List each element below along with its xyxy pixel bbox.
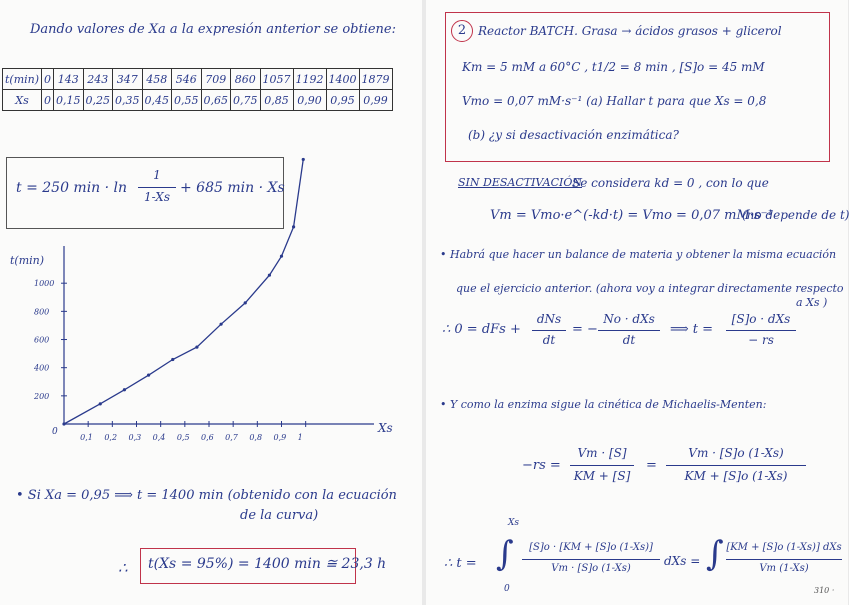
bullet-1-line-2: que el ejercicio anterior. (ahora voy a integrar directamente respecto	[456, 282, 844, 295]
x-tick-label: 0,8	[249, 433, 263, 442]
y-tick-label: 200	[34, 391, 50, 401]
balance-den-2: dt	[622, 333, 636, 347]
integral-dx: dXs =	[664, 554, 701, 568]
table-cell: 1192	[293, 69, 326, 90]
intro-text: Dando valores de Xa a la expresión anterior se obtiene:	[30, 22, 396, 37]
balance-arrow: ⟹ t =	[670, 322, 714, 337]
x-tick-label: 0,6	[201, 433, 214, 442]
data-point	[62, 422, 65, 425]
integral-lower-limit: 0	[504, 584, 510, 594]
balance-num-2: No · dXs	[603, 312, 655, 326]
problem-line-1: Reactor BATCH. Grasa → ácidos grasos + glicerol	[478, 24, 782, 38]
right-page	[426, 0, 848, 605]
x-tick-label: 0,4	[152, 433, 166, 442]
y-axis-label: t(min)	[10, 254, 45, 267]
balance-fraction-bar-3	[726, 330, 796, 331]
x-tick-label: 0,2	[104, 433, 118, 442]
origin-label: 0	[52, 427, 58, 437]
data-point	[123, 388, 126, 391]
table-cell: 1057	[260, 69, 293, 90]
table-cell: 0,65	[201, 90, 231, 111]
x-tick-label: 0,9	[273, 433, 287, 442]
data-point	[219, 323, 222, 326]
mm-den-2: KM + [S]o (1-Xs)	[684, 469, 788, 483]
problem-line-2: Km = 5 mM a 60°C , t1/2 = 8 min , [S]o = 45 mM	[462, 60, 765, 74]
data-point	[280, 255, 283, 258]
balance-fraction-bar-2	[598, 330, 660, 331]
mm-fraction-bar-1	[570, 465, 634, 466]
integral-den-1: Vm · [S]o (1-Xs)	[551, 563, 631, 574]
x-tick-label: 1	[297, 433, 303, 442]
table-cell: 1879	[359, 69, 392, 90]
mm-fraction-bar-2	[666, 465, 806, 466]
data-point	[244, 301, 247, 304]
balance-den-3: − rs	[748, 333, 774, 347]
formula-fraction-bar	[138, 187, 176, 188]
table-cell: 1400	[326, 69, 359, 90]
table-cell: 0	[42, 69, 54, 90]
table-cell: 143	[54, 69, 84, 90]
data-table	[2, 68, 393, 111]
final-prefix: ∴	[118, 559, 128, 577]
table-cell: 860	[231, 69, 261, 90]
x-tick-label: 0,7	[225, 433, 238, 442]
table-cell: 0,75	[231, 90, 261, 111]
table-cell: 0,35	[113, 90, 143, 111]
y-tick-label: 600	[34, 335, 50, 345]
table-cell: 0,25	[83, 90, 113, 111]
sin-desactivacion-title: SIN DESACTIVACIÓN	[458, 176, 582, 189]
vm-equation: Vm = Vmo·e^(-kd·t) = Vmo = 0,07 mM·s⁻¹	[490, 208, 773, 223]
data-point	[292, 225, 295, 228]
left-page	[0, 0, 422, 605]
data-point	[99, 402, 102, 405]
result-line-2: de la curva)	[240, 508, 319, 523]
bullet-1-line-1: • Habrá que hacer un balance de materia y obtener la misma ecuación	[440, 248, 837, 261]
integral-upper-limit: Xs	[508, 518, 520, 528]
integral-fraction-bar-2	[726, 559, 842, 560]
x-tick-label: 0,5	[176, 433, 190, 442]
data-point	[171, 358, 174, 361]
table-cell: 709	[201, 69, 231, 90]
balance-num-1: dNs	[536, 312, 562, 326]
formula-rhs: + 685 min · Xs	[180, 180, 285, 196]
x-axis-label: Xs	[378, 421, 393, 435]
balance-eq: = −	[572, 322, 598, 337]
integral-den-2: Vm (1-Xs)	[759, 563, 809, 574]
table-cell: 347	[113, 69, 143, 90]
integral-num-2: [KM + [S]o (1-Xs)] dXs	[726, 542, 842, 553]
row-header-conversion: Xs	[3, 90, 42, 111]
integral-num-1: [S]o · [KM + [S]o (1-Xs)]	[529, 542, 653, 553]
integral-lhs: ∴ t =	[444, 556, 477, 571]
balance-fraction-bar-1	[532, 330, 566, 331]
sin-desactivacion-text: Se considera kd = 0 , con lo que	[572, 176, 769, 190]
table-cell: 546	[172, 69, 202, 90]
y-tick-label: 400	[34, 363, 50, 373]
mm-den-1: KM + [S]	[573, 469, 631, 483]
integral-fraction-bar-1	[522, 559, 660, 560]
problem-number: 2	[451, 20, 473, 42]
mm-num-1: Vm · [S]	[577, 446, 627, 460]
data-point	[195, 346, 198, 349]
table-cell: 0,90	[293, 90, 326, 111]
table-cell: 0,85	[260, 90, 293, 111]
table-cell: 0,99	[359, 90, 392, 111]
table-cell: 243	[83, 69, 113, 90]
calibration-chart	[8, 238, 393, 458]
table-cell: 0,45	[142, 90, 172, 111]
balance-den-1: dt	[542, 333, 556, 347]
balance-num-3: [S]o · dXs	[731, 312, 791, 326]
mm-num-2: Vm · [S]o (1-Xs)	[688, 446, 784, 460]
integral-sign-2: ∫	[706, 534, 724, 574]
table-row	[3, 90, 393, 111]
final-answer: t(Xs = 95%) = 1400 min ≅ 23,3 h	[148, 556, 387, 572]
y-tick-label: 1000	[34, 279, 55, 289]
integral-sign-1: ∫	[496, 534, 514, 574]
vm-note: (no depende de t)	[742, 208, 849, 222]
y-tick-label: 800	[34, 307, 50, 317]
row-header-time: t(min)	[3, 69, 42, 90]
mm-eq: =	[646, 458, 657, 473]
formula-den: 1-Xs	[144, 190, 170, 204]
table-cell: 0,15	[54, 90, 84, 111]
table-cell: 458	[142, 69, 172, 90]
table-cell: 0,95	[326, 90, 359, 111]
problem-line-4: (b) ¿y si desactivación enzimática?	[468, 128, 679, 142]
data-point	[268, 274, 271, 277]
table-cell: 0	[42, 90, 54, 111]
bullet-1-xs: a Xs )	[796, 296, 828, 309]
data-point	[147, 374, 150, 377]
result-line-1: • Si Xa = 0,95 ⟹ t = 1400 min (obtenido con la ecuación	[16, 488, 397, 503]
x-tick-label: 0,3	[128, 433, 142, 442]
formula-lhs: t = 250 min · ln	[16, 180, 128, 196]
x-tick-label: 0,1	[80, 433, 93, 442]
table-cell: 0,55	[172, 90, 202, 111]
formula-num: 1	[153, 168, 161, 182]
bullet-2: • Y como la enzima sigue la cinética de Michaelis-Menten:	[440, 398, 767, 411]
problem-line-3: Vmo = 0,07 mM·s⁻¹ (a) Hallar t para que Xs = 0,8	[462, 94, 767, 108]
page-number: 310 ·	[814, 586, 835, 595]
data-point	[302, 158, 305, 161]
table-row	[3, 69, 393, 90]
balance-lhs: ∴ 0 = dFs +	[442, 322, 521, 337]
mm-lhs: −rs =	[522, 458, 561, 473]
